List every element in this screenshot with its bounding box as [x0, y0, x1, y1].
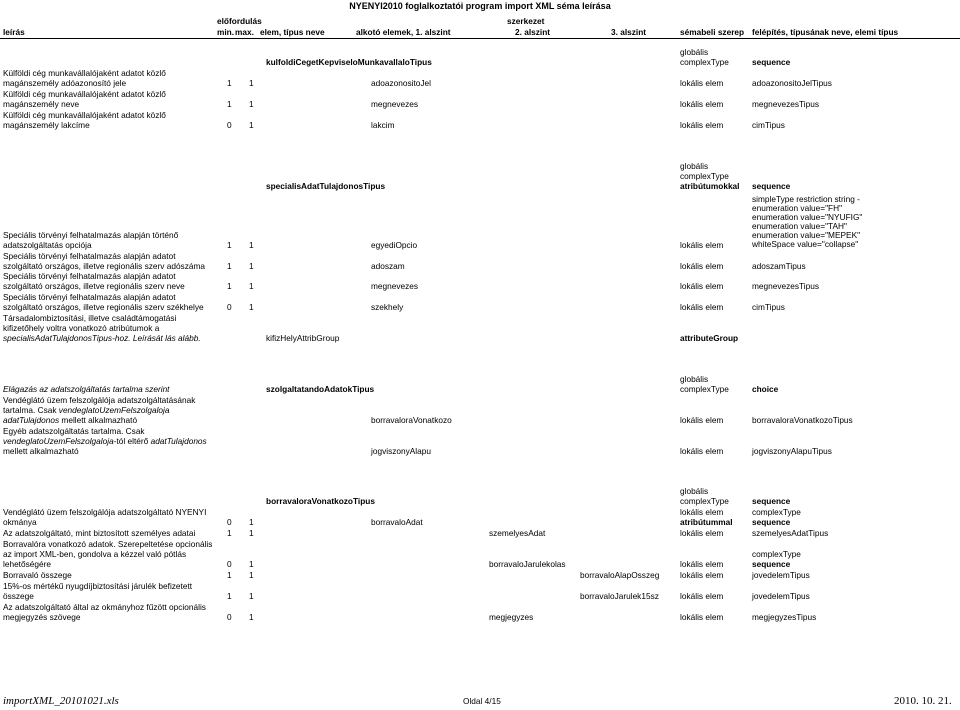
row-description: 15%-os mértékű nyugdíjbiztosítási járulék befizetett: [3, 581, 193, 591]
row-description: tartalma. Csak vendeglatoUzemFelszolgaloja: [3, 405, 170, 415]
header-alkoto: alkotó elemek, 1. alszint: [356, 27, 451, 37]
row-description: összege: [3, 591, 34, 601]
row-max: 1: [249, 302, 254, 312]
footer-page-number: Oldal 4/15: [463, 696, 501, 706]
row-min: 1: [227, 281, 232, 291]
row-element: szemelyesAdat: [489, 528, 546, 538]
header-felepites: felépítés, típusának neve, elemi típus: [752, 27, 899, 37]
row-type: complexType: [752, 549, 801, 559]
row-element: megnevezes: [371, 281, 419, 291]
row-role: lokális elem: [680, 240, 724, 250]
row-type: sequence: [752, 517, 791, 527]
row-role: lokális elem: [680, 281, 724, 291]
row-max: 1: [249, 99, 254, 109]
row-element: adoszam: [371, 261, 405, 271]
row-min: 0: [227, 517, 232, 527]
header-leiras: leírás: [3, 27, 25, 37]
row-description: adatTulajdonos mellett alkalmazható: [3, 415, 138, 425]
footer-date: 2010. 10. 21.: [894, 695, 952, 707]
header-alszint2: 2. alszint: [515, 27, 551, 37]
row-element: borravaloJarulek15sz: [580, 591, 659, 601]
row-element: jogviszonyAlapu: [371, 446, 431, 456]
header-szerkezet: szerkezet: [507, 16, 545, 26]
row-min: 0: [227, 612, 232, 622]
row-element: borravaloAdat: [371, 517, 423, 527]
row-description: Vendéglátó üzem felszolgálója adatszolgáltató NYENYI: [3, 507, 207, 517]
row-description: Speciális törvényi felhatalmazás alapján adatot: [3, 251, 176, 261]
row-element: kifizHelyAttribGroup: [266, 333, 340, 343]
complextype-label: complexType: [680, 496, 729, 506]
row-min: 1: [227, 591, 232, 601]
globalis-label: globális: [680, 374, 709, 384]
row-type: megnevezesTipus: [752, 281, 820, 291]
header-divider: [0, 38, 960, 39]
row-element: adoazonositoJel: [371, 78, 431, 88]
row-role: lokális elem: [680, 99, 724, 109]
row-type: megjegyzesTipus: [752, 612, 817, 622]
globalis-label: globális: [680, 486, 709, 496]
restriction-line: enumeration value="NYUFIG": [752, 212, 863, 222]
row-type: adoazonositoJelTipus: [752, 78, 832, 88]
header-semabeli: sémabeli szerep: [680, 27, 745, 37]
row-description: Speciális törvényi felhatalmazás alapján adatot: [3, 271, 176, 281]
row-element: borravaloJarulekolas: [489, 559, 566, 569]
row-element: borravaloraVonatkozo: [371, 415, 452, 425]
row-min: 1: [227, 261, 232, 271]
restriction-line: enumeration value="MEPEK": [752, 230, 861, 240]
row-max: 1: [249, 120, 254, 130]
restriction-line: enumeration value="FH": [752, 203, 843, 213]
row-type: complexType: [752, 507, 801, 517]
row-description: szolgáltató országos, illetve regionális szerv neve: [3, 281, 185, 291]
row-element: borravaloAlapOsszeg: [580, 570, 660, 580]
row-type: sequence: [752, 559, 791, 569]
row-role: lokális elem: [680, 415, 724, 425]
row-type: jovedelemTipus: [752, 570, 810, 580]
row-description: Speciális törvényi felhatalmazás alapján adatot: [3, 292, 176, 302]
row-description: Az adatszolgáltató, mint biztosított személyes adatai: [3, 528, 196, 538]
sequence-label: sequence: [752, 181, 791, 191]
row-element: szekhely: [371, 302, 404, 312]
row-description: Egyéb adatszolgáltatás tartalma. Csak: [3, 426, 145, 436]
header-min: min.: [217, 27, 235, 37]
row-description: Az adatszolgáltató által az okmányhoz fűzött opcionális: [3, 602, 206, 612]
row-min: 1: [227, 99, 232, 109]
row-role: lokális elem: [680, 78, 724, 88]
row-type: cimTipus: [752, 302, 785, 312]
choice-label: choice: [752, 384, 779, 394]
sequence-label: sequence: [752, 57, 791, 67]
complextype-label: complexType: [680, 171, 729, 181]
row-description: okmánya: [3, 517, 37, 527]
row-description: lehetőségére: [3, 559, 51, 569]
row-description: Vendéglátó üzem felszolgálója adatszolgáltatásának: [3, 395, 196, 405]
footer-filename: importXML_20101021.xls: [3, 695, 119, 707]
section-type-name: kulfoldiCegetKepviseloMunkavallaloTipus: [266, 57, 432, 67]
row-min: 0: [227, 559, 232, 569]
attributummal-label: atribútumokkal: [680, 181, 740, 191]
header-alszint3: 3. alszint: [611, 27, 647, 37]
row-type: jogviszonyAlapuTipus: [752, 446, 832, 456]
row-type: cimTipus: [752, 120, 785, 130]
row-min: 0: [227, 120, 232, 130]
row-type: adoszamTipus: [752, 261, 806, 271]
row-role: lokális elem: [680, 528, 724, 538]
row-description: Társadalombiztosítási, illetve családtámogatási: [3, 313, 177, 323]
complextype-label: complexType: [680, 384, 729, 394]
row-min: 1: [227, 570, 232, 580]
row-role: lokális elem: [680, 591, 724, 601]
row-role: lokális elem: [680, 302, 724, 312]
row-description: magánszemély neve: [3, 99, 80, 109]
row-element: lakcim: [371, 120, 395, 130]
section-type-name: borravaloraVonatkozoTipus: [266, 496, 375, 506]
row-min: 1: [227, 528, 232, 538]
restriction-line: enumeration value="TAH": [752, 221, 847, 231]
restriction-line: whiteSpace value="collapse": [752, 239, 859, 249]
globalis-label: globális: [680, 161, 709, 171]
row-role: atribútummal: [680, 517, 733, 527]
row-role: attributeGroup: [680, 333, 739, 343]
header-elem-tipus: elem, típus neve: [260, 27, 325, 37]
row-max: 1: [249, 281, 254, 291]
row-description: szolgáltató országos, illetve regionális szerv székhelye: [3, 302, 204, 312]
row-element: megnevezes: [371, 99, 419, 109]
row-description: Borravalóra vonatkozó adatok. Szerepeltetése opcionális: [3, 539, 213, 549]
row-role: lokális elem: [680, 446, 724, 456]
row-max: 1: [249, 261, 254, 271]
row-description: Külföldi cég munkavállalójaként adatot közlő: [3, 110, 166, 120]
section-type-name: szolgaltatandoAdatokTipus: [266, 384, 375, 394]
row-type: jovedelemTipus: [752, 591, 810, 601]
complextype-label: complexType: [680, 57, 729, 67]
row-description: Speciális törvényi felhatalmazás alapján történő: [3, 230, 179, 240]
row-description: Külföldi cég munkavállalójaként adatot közlő: [3, 89, 166, 99]
row-max: 1: [249, 591, 254, 601]
row-description: megjegyzés szövege: [3, 612, 81, 622]
row-description: adatszolgáltatás opciója: [3, 240, 92, 250]
row-role: lokális elem: [680, 570, 724, 580]
row-min: 1: [227, 240, 232, 250]
row-description: mellett alkalmazható: [3, 446, 79, 456]
row-description: kifizetőhely voltra vonatkozó atribútumok a: [3, 323, 160, 333]
section-type-name: specialisAdatTulajdonosTipus: [266, 181, 386, 191]
globalis-label: globális: [680, 47, 709, 57]
row-description: az import XML-ben, gondolva a kézzel való pótlás: [3, 549, 187, 559]
page-title: NYENYI2010 foglalkoztatói program import XML séma leírása: [349, 1, 611, 11]
section-description: Elágazás az adatszolgáltatás tartalma szerint: [3, 384, 170, 394]
header-elofordulas: előfordulás: [217, 16, 262, 26]
row-description: szolgáltató országos, illetve regionális szerv adószáma: [3, 261, 205, 271]
row-max: 1: [249, 612, 254, 622]
row-type: borravaloraVonatkozoTipus: [752, 415, 853, 425]
row-max: 1: [249, 528, 254, 538]
row-min: 1: [227, 78, 232, 88]
row-element: megjegyzes: [489, 612, 534, 622]
row-description: vendeglatoUzemFelszolgaloja-tól eltérő adatTulajdonos: [3, 436, 207, 446]
row-max: 1: [249, 240, 254, 250]
row-role: lokális elem: [680, 261, 724, 271]
restriction-line: simpleType restriction string -: [752, 194, 860, 204]
row-min: 0: [227, 302, 232, 312]
row-role: lokális elem: [680, 120, 724, 130]
row-max: 1: [249, 570, 254, 580]
sequence-label: sequence: [752, 496, 791, 506]
row-max: 1: [249, 559, 254, 569]
row-description: magánszemély lakcíme: [3, 120, 90, 130]
row-description: specialisAdatTulajdonosTipus-hoz. Leírását lás alább.: [3, 333, 201, 343]
row-description: Borravaló összege: [3, 570, 72, 580]
row-type: megnevezesTipus: [752, 99, 820, 109]
header-max: max.: [235, 27, 254, 37]
row-element: egyediOpcio: [371, 240, 418, 250]
row-description: Külföldi cég munkavállalójaként adatot közlő: [3, 68, 166, 78]
row-description: magánszemély adóazonosító jele: [3, 78, 127, 88]
row-role: lokális elem: [680, 507, 724, 517]
row-max: 1: [249, 517, 254, 527]
row-role: lokális elem: [680, 559, 724, 569]
row-role: lokális elem: [680, 612, 724, 622]
row-max: 1: [249, 78, 254, 88]
row-type: szemelyesAdatTipus: [752, 528, 829, 538]
